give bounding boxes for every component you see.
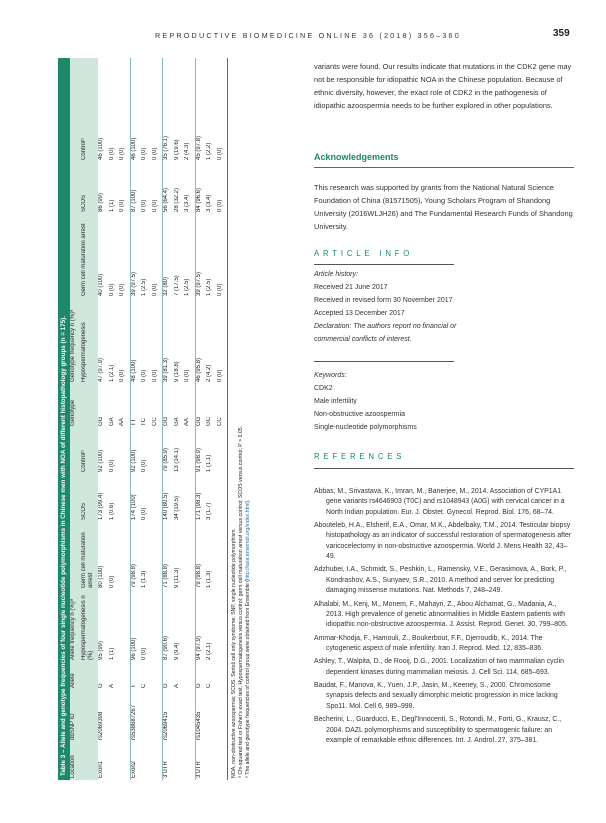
table-cell: 91 (98.9) — [195, 428, 206, 474]
table-header-cell: Allele frequency n (%)ᵃ — [70, 590, 81, 662]
table-cell: 79 (98.8) — [195, 522, 206, 590]
table-cell: 1 (2.2) — [206, 142, 212, 160]
table-row — [163, 58, 174, 780]
table-cell: 1 (2.1) — [108, 364, 115, 382]
table-cell: GC — [206, 417, 212, 426]
reference-list — [314, 487, 574, 749]
keywords — [314, 369, 574, 434]
table-cell: TT — [130, 384, 141, 428]
table-subheader-cell — [81, 690, 98, 742]
table-cell: 96 (100) — [130, 590, 141, 662]
table-row — [119, 58, 130, 780]
table-cell — [152, 474, 163, 522]
table-cell: 1 (2.5) — [184, 278, 190, 296]
reference-item: Ammar-Khodja, F., Hamouli, Z., Boukerbout, F.F., Djerroudib, K., 2014. The cytogenetic aspect of male infertility. Iran J. Reprod. Med. 12, 835–836. — [314, 634, 544, 652]
table-cell: 3 (3.4) — [184, 194, 190, 212]
table-row — [98, 58, 109, 780]
table-cell: A — [173, 683, 180, 688]
table-cell: 48 (100) — [130, 298, 141, 384]
table-cell — [184, 474, 195, 522]
table-cell — [119, 742, 130, 780]
article-info-heading: ARTICLE INFO — [314, 249, 414, 258]
table-cell: 87 (90.6) — [163, 590, 174, 662]
table-cell: 39 (97.5) — [195, 214, 206, 298]
table-cell: 3 (1.7) — [206, 502, 212, 520]
table-cell: CC — [216, 417, 223, 426]
table-cell: 45 (97.8) — [195, 58, 206, 162]
table-row — [217, 58, 228, 780]
reference-item: Abouteleb, H.A., Elsherif, E.A., Omar, M.K., Abdelbaky, T.M., 2014. Testicular biopsy histopathology as an indicator of successful restoration of spermatogenesis after varicocelectomy in non-obstructive azoospermia. World J. Mens Health 32, 43–49. — [314, 522, 572, 560]
table-cell: G — [195, 662, 206, 690]
table-cell: Exon1 — [98, 760, 104, 778]
table-note-b: ᵇ The allele and genotype frequencies of control group were obtained from Ensemble (http://asia.ensembl.org/index.html). — [245, 499, 252, 778]
table-cell — [119, 690, 130, 742]
accepted-date: Accepted 13 December 2017 — [314, 310, 405, 317]
received-date: Received 21 June 2017 — [314, 284, 388, 291]
table-cell: 0 (0) — [216, 147, 223, 160]
table-cell: 9 (9.4) — [173, 642, 180, 660]
table-cell: 1 (0.6) — [108, 502, 115, 520]
references-rule — [314, 468, 574, 469]
table-cell: AA — [184, 417, 190, 426]
table-cell: 0 (0) — [119, 199, 125, 212]
table-header-cell: Genotype — [70, 384, 81, 428]
table-header-cell: Allele — [70, 662, 81, 690]
table-row — [141, 58, 152, 780]
table-cell: 28 (32.2) — [173, 187, 180, 212]
table-cell: 0 (0) — [216, 199, 223, 212]
table-cell: 1 (1) — [108, 199, 115, 212]
table-cell: 2 (4.2) — [206, 364, 212, 382]
table-cell: 32 (80) — [163, 214, 174, 298]
table-cell: 87 (100) — [130, 162, 141, 214]
body-paragraph: variants were found. Our results indicate that mutations in the CDK2 gene may not be responsible for idiopathic NOA in the Chinese population. Because of ethnic diversity, however, the exact role of CDK2 in the pathogenesis of idiopathic azoospermia needs to be further explored in other populations. — [314, 62, 572, 110]
table-cell — [217, 428, 228, 474]
table-cell — [152, 590, 163, 662]
table-subheader-cell: Controlᵇ — [81, 428, 98, 474]
table-cell: 2 (4.3) — [184, 142, 190, 160]
reference-item: Becherini, L., Guarducci, E., Degl'Innocenti, S., Rotondi, M., Forti, G., Krausz, C., 2004. DAZL polymorphisms and susceptibility to spermatogenic failure: an example of remarkable ethnic differences. Int. J. Androl. 27, 375–381. — [314, 716, 562, 744]
table-cell: 0 (0) — [184, 369, 190, 382]
table-caption: Table 3 – Allele and genotype frequencies of four single nucleotide polymorphisms in Chinese men with NOA of different histopathology groups (n = 175). — [58, 58, 70, 780]
keywords-label: Keywords: — [314, 372, 347, 379]
table-cell — [184, 742, 195, 780]
table-cell: 40 (100) — [98, 273, 104, 296]
table-header-cell: Genotype frequency n (%)ᵃ — [70, 298, 81, 384]
table-row — [184, 58, 195, 780]
table-cell: 0 (0) — [108, 283, 115, 296]
table-3-container — [58, 58, 308, 780]
revised-date: Received in revised form 30 November 2017 — [314, 297, 453, 304]
table-cell — [217, 742, 228, 780]
table-cell: 92 (100) — [98, 449, 104, 472]
table-cell: 0 (0) — [119, 369, 125, 382]
table-cell — [174, 742, 185, 780]
table-header-cell: dbSNP ID — [70, 690, 81, 742]
table-cell: 1 (1.1) — [206, 454, 212, 472]
table-cell: 1 (1) — [108, 647, 115, 660]
table-cell: 35 (76.1) — [163, 58, 174, 162]
table-cell — [119, 590, 130, 662]
table-cell: G — [163, 662, 174, 690]
table-row — [206, 58, 217, 780]
table-cell — [217, 474, 228, 522]
table-cell: A — [108, 683, 115, 688]
table-cell — [184, 522, 195, 590]
table-header-cell — [70, 58, 81, 162]
table-note-a: ᵃ Chi-squared test or Fisher's exact test. Hypospermatogenesis versus control; germ cell maturation arrest versus control; SCOS versus control; P > 0.05. — [238, 425, 245, 778]
table-subheader-cell: SCOS — [81, 474, 98, 522]
keyword-item: Non-obstructive azoospermia — [314, 411, 406, 418]
table-cell: 0 (0) — [216, 369, 223, 382]
table-cell: 34 (19.5) — [173, 495, 180, 520]
table-cell: 0 (0) — [141, 147, 147, 160]
table-cell: 80 (100) — [98, 565, 104, 588]
table-cell: 46 (100) — [98, 137, 104, 160]
table-cell: 3'UTR — [163, 742, 174, 780]
table-cell: C — [206, 683, 212, 688]
table-subheader-cell: Germ cell maturation arrest — [81, 214, 98, 298]
table-cell: 95 (99) — [98, 640, 104, 660]
table-cell — [206, 690, 217, 742]
table-cell: Exon2 — [130, 742, 141, 780]
table-cell: 0 (0) — [151, 147, 158, 160]
table-cell: 92 (100) — [130, 428, 141, 474]
table-cell: GG — [98, 416, 104, 426]
table-cell — [217, 662, 228, 690]
table-cell: 2 (2.1) — [206, 642, 212, 660]
table-cell: 79 (98.8) — [130, 522, 141, 590]
table-cell: 1 (2.5) — [141, 278, 147, 296]
table-subheader-cell: Hypospermatogenesis n (%) — [81, 590, 98, 662]
table-cell: AA — [119, 417, 125, 426]
genotype-table — [70, 58, 227, 780]
table-cell: 0 (0) — [216, 283, 223, 296]
table-cell: 46 (95.8) — [195, 298, 206, 384]
table-head — [70, 58, 98, 780]
keyword-item: CDK2 — [314, 385, 333, 392]
table-cell — [152, 662, 163, 690]
table-cell: 39 (81.3) — [163, 298, 174, 384]
table-cell: 0 (0) — [141, 369, 147, 382]
table-cell — [119, 522, 130, 590]
ensembl-link[interactable]: http://asia.ensembl.org/index.html — [245, 502, 252, 581]
table-row — [109, 58, 120, 780]
reference-item: Adzhubei, I.A., Schmidt, S., Peshkin, L., Ramensky, V.E., Gerasimova, A., Bork, P., Kondrashov, A.S., Sunyaev, S.R., 2010. A method and server for predicting damaging missense mutations. Nat. Methods 7, 248–249. — [314, 566, 567, 595]
table-3-rotated — [58, 58, 308, 780]
table-cell — [152, 522, 163, 590]
table-cell — [109, 690, 120, 742]
reference-item: Baudat, F., Manova, K., Yuen, J.P., Jasin, M., Keeney, S., 2000. Chromosome synapsis defects and sexually dimorphic meiotic progression in mice lacking Spo11. Mol. Cell 6, 989–998. — [314, 682, 558, 710]
table-cell: 9 (11.3) — [173, 567, 180, 588]
table-cell — [119, 474, 130, 522]
table-subheader-cell: SCOS — [81, 162, 98, 214]
table-cell: 3'UTR — [195, 742, 206, 780]
reference-item: Abbas, M., Srivastava, K., Imran, M., Banerjee, M., 2014. Association of CYP1A1 gene variants rs4646903 (T0C) and rs1048943 (A0G) with cervical cancer in a North Indian population. Eur. J. Obstet. Gynecol. Reprod. Biol. 176, 68–74. — [314, 488, 565, 516]
table-header-cell — [70, 162, 81, 214]
table-cell: 0 (0) — [151, 369, 158, 382]
running-header: REPRODUCTIVE BIOMEDICINE ONLINE 36 (2018) 356–360 — [155, 31, 461, 40]
table-cell: CC — [151, 417, 158, 426]
table-cell: 79 (85.9) — [163, 428, 174, 474]
acknowledgements-rule — [314, 167, 574, 168]
table-cell: 84 (96.6) — [195, 162, 206, 214]
table-cell: 86 (99) — [98, 192, 104, 212]
table-cell: 13 (14.1) — [173, 447, 180, 472]
table-cell: T — [130, 662, 141, 690]
table-cell: 7 (17.5) — [173, 275, 180, 296]
table-subheader-cell — [81, 742, 98, 780]
table-cell: GG — [195, 384, 206, 428]
table-subheader-cell: Hypospermatogenesis — [81, 298, 98, 384]
table-cell: 0 (0) — [151, 283, 158, 296]
table-cell: rs2069415 — [163, 690, 174, 742]
table-header-cell: Location — [70, 742, 81, 780]
table-cell — [109, 742, 120, 780]
table-cell — [152, 690, 163, 742]
table-cell — [184, 690, 195, 742]
table-cell: 1 (2.5) — [206, 278, 212, 296]
table-cell: 0 (0) — [119, 283, 125, 296]
table-cell: 71 (88.8) — [163, 522, 174, 590]
table-cell — [217, 522, 228, 590]
table-cell: 0 (0) — [141, 647, 147, 660]
table-note-abbrev: NOA, non-obstructive azoospermia; SCOS, Sertoli cell only syndrome; SNP, single nucleotide polymorphism. — [231, 528, 237, 778]
table-cell — [184, 662, 195, 690]
table-cell: 0 (0) — [151, 199, 158, 212]
table-cell: rs2069398 — [98, 711, 104, 740]
table-cell: 94 (97.9) — [195, 590, 206, 662]
table-cell: 9 (18.8) — [173, 361, 180, 382]
table-cell — [184, 590, 195, 662]
table-cell — [141, 742, 152, 780]
table-row — [130, 58, 141, 780]
table-cell: 47 (97.9) — [98, 357, 104, 382]
table-cell — [184, 428, 195, 474]
table-header-cell — [70, 522, 81, 590]
table-cell: 0 (0) — [108, 575, 115, 588]
table-cell: 39 (97.5) — [130, 214, 141, 298]
table-cell — [119, 662, 130, 690]
table-cell: 46 (100) — [130, 58, 141, 162]
page-number: 359 — [553, 28, 570, 39]
table-subheader-cell — [81, 384, 98, 428]
article-history — [314, 268, 574, 346]
table-cell: 0 (0) — [141, 507, 147, 520]
table-notes — [227, 58, 253, 780]
article-history-label: Article history: — [314, 271, 358, 278]
acknowledgements-heading: Acknowledgements — [314, 152, 399, 162]
acknowledgements-text: This research was supported by grants from the National Natural Science Foundation of China (81571505), Young Scholars Program of Shandong University (2016WLJH26) and The Fundamental Research Funds of Shandong University. — [314, 183, 573, 231]
keywords-rule — [314, 361, 454, 362]
table-cell — [206, 742, 217, 780]
table-cell — [217, 590, 228, 662]
table-subheader-cell — [81, 662, 98, 690]
table-cell: 173 (99.4) — [98, 492, 104, 520]
reference-item: Ashley, T., Walpita, D., de Rooij, D.G., 2001. Localization of two mammalian cyclin dependent kinases during mammalian meiosis. J. Cell Sci. 114, 685–693. — [314, 658, 564, 676]
table-cell: TC — [141, 418, 147, 426]
table-cell — [152, 742, 163, 780]
reference-item: Alhalabi, M., Kenj, M., Monem, F., Mahayri, Z., Abou Alchamat, G., Madania, A., 2013. High prevalence of genetic abnormalities in Middle Eastern patients with idiopathic non-obstructive azoospermia. J. Assist. Reprod. Genet. 30, 799–805. — [314, 600, 568, 629]
table-cell: 3 (3.4) — [206, 194, 212, 212]
table-cell: GA — [108, 417, 115, 426]
table-cell: GA — [173, 417, 180, 426]
table-cell: 171 (98.3) — [195, 474, 206, 522]
table-cell: 0 (0) — [108, 459, 115, 472]
table-header-cell — [70, 474, 81, 522]
table-cell — [217, 690, 228, 742]
table-cell: 0 (0) — [141, 459, 147, 472]
table-row — [195, 58, 206, 780]
table-body — [98, 58, 227, 780]
table-subheader-cell: Controlᵇ — [81, 58, 98, 162]
table-cell: rs1045435 — [195, 690, 206, 742]
table-cell: 56 (64.4) — [163, 162, 174, 214]
table-cell: 0 (0) — [141, 199, 147, 212]
table-header-cell — [70, 214, 81, 298]
table-cell: C — [141, 683, 147, 688]
table-cell — [141, 690, 152, 742]
table-row — [174, 58, 185, 780]
table-cell: 1 (1.3) — [141, 570, 147, 588]
table-row — [152, 58, 163, 780]
table-cell: 9 (19.6) — [173, 139, 180, 160]
table-header-cell — [70, 428, 81, 474]
keyword-item: Single-nucleotide polymorphisms — [314, 424, 417, 431]
table-cell: 140 (80.5) — [163, 474, 174, 522]
declaration: Declaration: The authors report no financial or commercial conflicts of interest. — [314, 323, 457, 343]
table-cell: 0 (0) — [119, 147, 125, 160]
table-cell: 0 (0) — [108, 147, 115, 160]
keyword-item: Male infertility — [314, 398, 357, 405]
table-cell: GG — [163, 384, 174, 428]
references-heading: REFERENCES — [314, 452, 406, 461]
table-cell: 1 (1.3) — [206, 570, 212, 588]
table-cell: rs538687267 — [130, 690, 141, 742]
table-cell: G — [98, 683, 104, 688]
table-subheader-cell: Germ cell maturation arrest — [81, 522, 98, 590]
table-cell — [152, 428, 163, 474]
table-cell — [174, 690, 185, 742]
table-cell — [119, 428, 130, 474]
article-info-rule — [314, 264, 454, 265]
table-cell: 174 (100) — [130, 474, 141, 522]
